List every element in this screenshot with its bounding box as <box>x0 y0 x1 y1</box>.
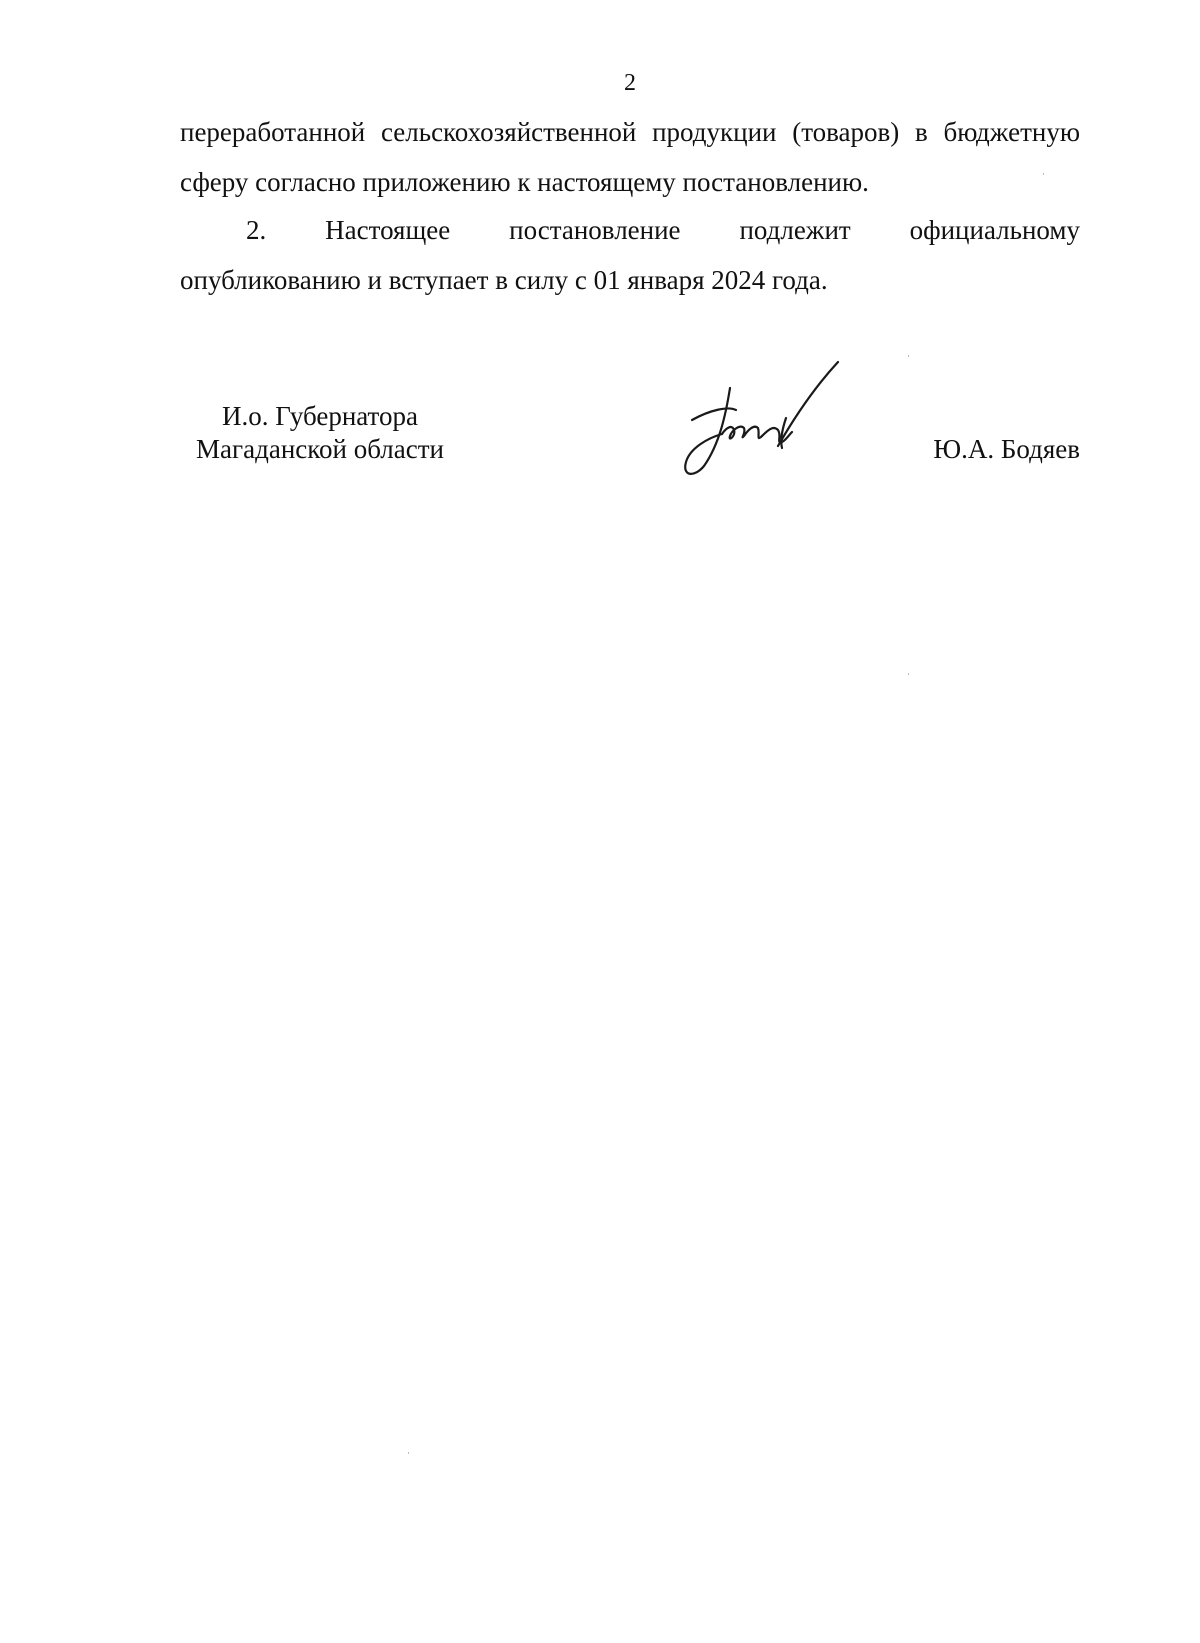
scan-speck <box>408 1452 409 1454</box>
signer-position <box>180 400 460 466</box>
paragraph-2-line-2: опубликованию и вступает в силу с 01 января 2024 года. <box>180 265 828 295</box>
signature-block <box>180 400 1080 520</box>
handwritten-signature-icon <box>670 358 850 488</box>
paragraph-2-line-1: 2. Настоящее постановление подлежит официальному <box>246 215 1080 245</box>
signer-name: Ю.А. Бодяев <box>933 434 1080 464</box>
scan-speck <box>908 355 909 357</box>
paragraph-2 <box>180 205 1080 305</box>
paragraph-1 <box>180 107 1080 207</box>
signer-position-line-2: Магаданской области <box>196 434 444 464</box>
scan-speck <box>908 673 909 675</box>
paragraph-1-line-2: сферу согласно приложению к настоящему постановлению. <box>180 167 869 197</box>
page-number: 2 <box>624 70 636 96</box>
paragraph-1-line-1: переработанной сельскохозяйственной продукции (товаров) в бюджетную <box>180 117 1080 147</box>
scan-speck <box>1043 173 1044 175</box>
signer-position-line-1: И.о. Губернатора <box>221 401 418 431</box>
